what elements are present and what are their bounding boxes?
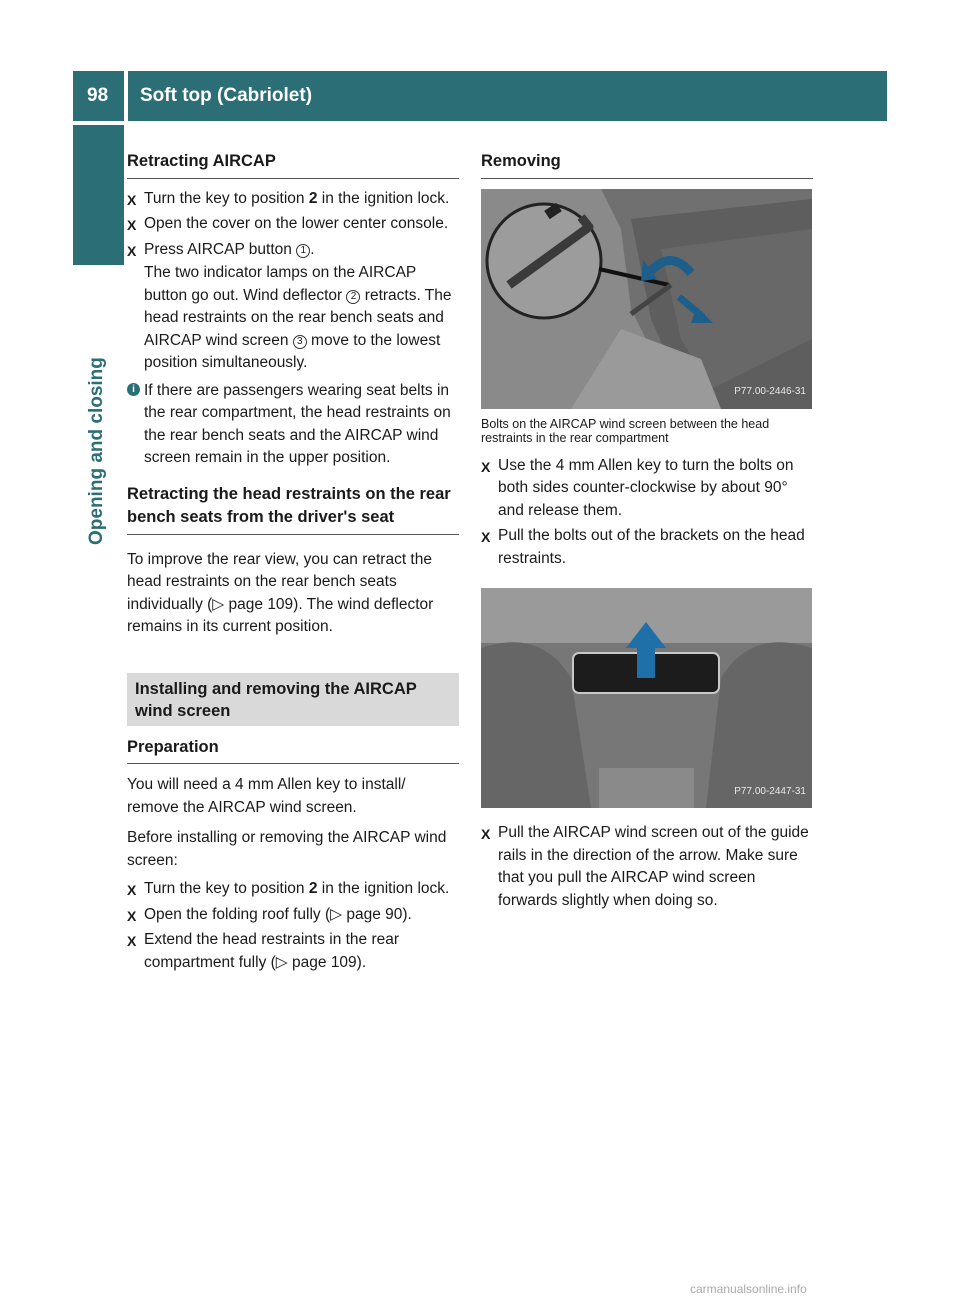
retract-heading: Retracting AIRCAP xyxy=(127,150,459,179)
callout-number: 2 xyxy=(346,290,360,304)
page-number: 98 xyxy=(73,71,124,121)
page-title: Soft top (Cabriolet) xyxy=(128,71,887,121)
preparation-heading: Preparation xyxy=(127,736,459,765)
figure-code: P77.00-2446-31 xyxy=(734,386,806,397)
page-ref-icon: ▷ xyxy=(330,905,343,923)
page-ref-icon: ▷ xyxy=(275,953,288,971)
removing-heading: Removing xyxy=(481,150,813,179)
side-tab xyxy=(73,125,124,265)
step-marker-icon: X xyxy=(481,458,491,475)
head-restraints-heading: Retracting the head restraints on the rear bench seats from the driver's seat xyxy=(127,483,459,535)
step-item: X Pull the bolts out of the brackets on the head restraints. xyxy=(481,527,805,567)
step-marker-icon: X xyxy=(127,882,137,898)
page-ref-icon: ▷ xyxy=(212,595,225,613)
step-marker-icon: X xyxy=(127,191,137,208)
step-marker-icon: X xyxy=(127,933,137,949)
info-icon: i xyxy=(127,383,140,396)
side-label: Opening and closing xyxy=(86,357,107,545)
step-marker-icon: X xyxy=(481,826,491,842)
step-item: X Turn the key to position 2 in the ignition lock. xyxy=(127,188,459,211)
section-title: Installing and removing the AIRCAP wind screen xyxy=(127,673,459,726)
step-item: X Turn the key to position 2 in the ignition lock. xyxy=(127,878,459,901)
step-item: X Pull the AIRCAP wind screen out of the guide rails in the direction of the arrow. Make sure that you pull the AIRCAP wind screen forwards slightly when doing so. xyxy=(481,824,809,909)
callout-number: 3 xyxy=(293,335,307,349)
step-marker-icon: X xyxy=(127,242,137,259)
figure-illustration xyxy=(481,189,812,409)
step-item: X Open the folding roof fully (▷ page 90). xyxy=(127,904,459,927)
callout-number: 1 xyxy=(296,244,310,258)
step-item: X Use the 4 mm Allen key to turn the bolts on both sides counter-clockwise by about 90° and release them. xyxy=(481,456,794,519)
figure-code: P77.00-2447-31 xyxy=(734,785,806,797)
info-note: i If there are passengers wearing seat belts in the rear compartment, the head restraints on the rear bench seats and the AIRCAP wind screen remain in the upper position. xyxy=(127,380,459,470)
step-marker-icon: X xyxy=(127,217,137,233)
figure-allen-key-bolts xyxy=(481,189,812,409)
right-column xyxy=(481,150,813,915)
figure-illustration xyxy=(481,588,812,808)
step-item: X Open the cover on the lower center console. xyxy=(127,213,459,236)
prep-text: Before installing or removing the AIRCAP wind screen: xyxy=(127,829,447,869)
step-result: The two indicator lamps on the AIRCAP button go out. Wind deflector 2 retracts. The head restraints on the rear bench seats and AIRCAP wind screen 3 move to the lowest position simultaneously. xyxy=(144,264,452,371)
left-column xyxy=(127,150,459,977)
figure-caption: Bolts on the AIRCAP wind screen between the head restraints in the rear compartment xyxy=(481,416,770,445)
step-item: X Press AIRCAP button 1 . The two indicator lamps on the AIRCAP button go out. Wind deflector 2 retracts. The head restraints on the rear bench seats and AIRCAP wind screen 3 move to the lowest position simultaneously. xyxy=(127,239,459,375)
head-restraints-text: To improve the rear view, you can retract the head restraints on the rear bench seats individually (▷ page 109). The wind deflector remains in its current position. xyxy=(127,550,434,635)
step-item: X Extend the head restraints in the rear compartment fully (▷ page 109). xyxy=(127,931,400,971)
figure-wind-screen-removal xyxy=(481,588,812,808)
watermark: carmanualsonline.info xyxy=(690,1282,807,1296)
step-marker-icon: X xyxy=(481,529,491,545)
step-marker-icon: X xyxy=(127,907,137,924)
prep-text: You will need a 4 mm Allen key to install/ remove the AIRCAP wind screen. xyxy=(127,776,406,816)
